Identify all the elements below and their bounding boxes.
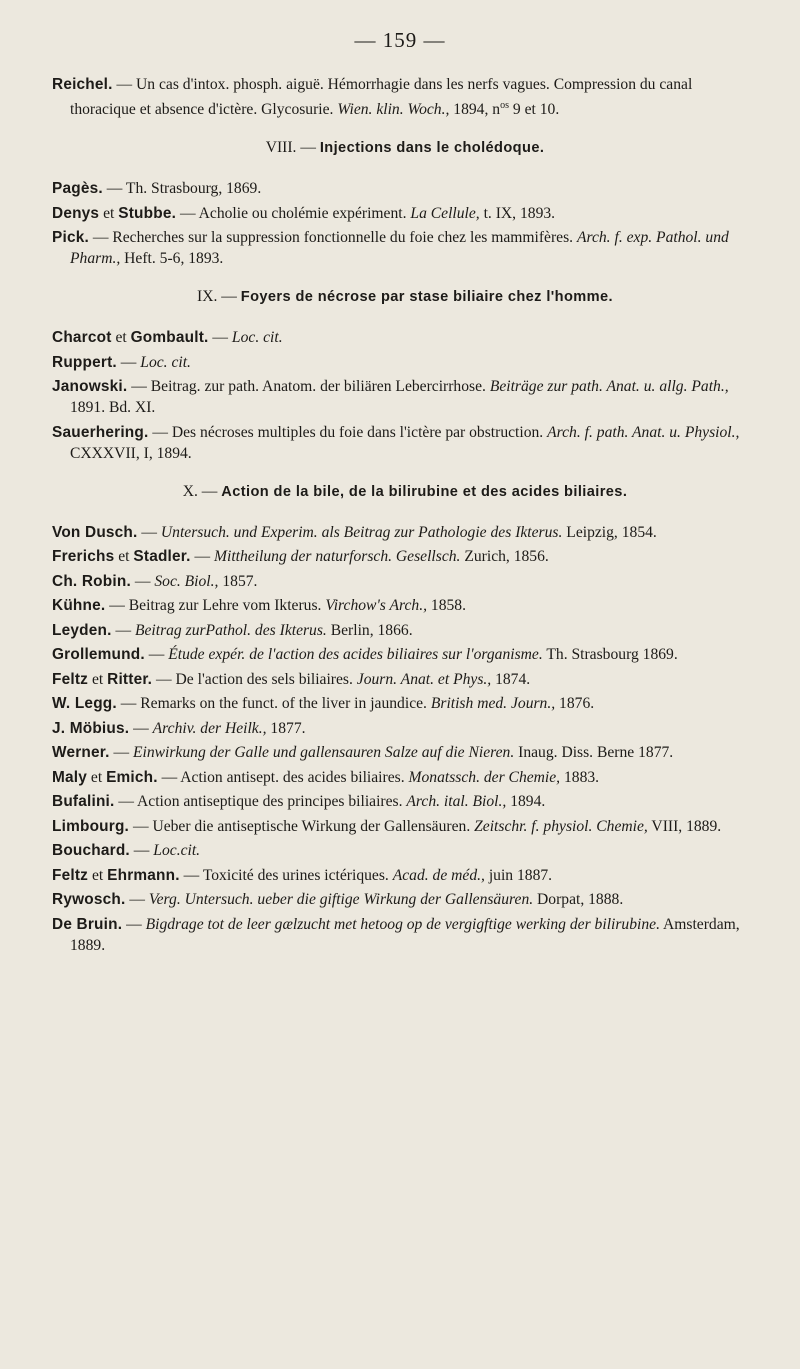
- entry-journal-title: Loc. cit.: [231, 329, 283, 347]
- entry-text: — Des nécroses multiples du foie dans l'ictère par obstruction.: [148, 423, 548, 441]
- entry-journal-title: Beitrag zurPathol. des Ikterus.: [134, 621, 327, 639]
- entry-coauthor: Emich.: [106, 768, 158, 786]
- entry-text: —: [208, 329, 232, 347]
- entry-coauthor: Stadler.: [133, 548, 191, 566]
- entry-text: t. IX, 1893.: [479, 204, 556, 222]
- entry-author: Grollemund.: [52, 646, 145, 664]
- bibliography-entry: [52, 227, 758, 269]
- entry-text: — Beitrag. zur path. Anatom. der biliären Lebercirrhose.: [127, 378, 490, 396]
- entry-author-joiner: et: [99, 204, 119, 222]
- entry-text: — Recherches sur la suppression fonctionnelle du foie chez les mammifères.: [88, 229, 577, 247]
- entry-text: — Action antisept. des acides biliaires.: [157, 768, 409, 786]
- entry-author: Frerichs: [52, 548, 115, 566]
- section-number: VIII. —: [265, 139, 320, 157]
- entry-author: J. Möbius.: [52, 719, 130, 737]
- entry-journal-title: Verg. Untersuch. ueber die giftige Wirkung der Gallensäuren.: [148, 891, 534, 909]
- entry-author-joiner: et: [88, 866, 108, 884]
- entry-journal-title: Soc. Biol.,: [154, 572, 219, 590]
- entry-journal-title: Mittheilung der naturforsch. Gesellsch.: [214, 548, 461, 566]
- page-number: — 159 —: [354, 28, 446, 52]
- bibliography-entry: [52, 178, 758, 199]
- bibliography-entry: [52, 352, 758, 373]
- entry-journal-title: British med. Journ.,: [430, 695, 556, 713]
- section-title: Foyers de nécrose par stase biliaire chez l'homme.: [240, 289, 613, 306]
- bibliography-entry: [52, 74, 758, 120]
- bibliography-entry: [52, 840, 758, 861]
- entry-author-joiner: et: [88, 670, 108, 688]
- entry-journal-title: Wien. klin. Woch.,: [337, 101, 450, 119]
- entry-text: —: [109, 744, 133, 762]
- entry-text: 1858.: [427, 597, 466, 615]
- entry-text: —: [125, 891, 149, 909]
- bibliography-entry: [52, 644, 758, 665]
- section-number: IX. —: [197, 288, 241, 306]
- entry-text: —: [190, 548, 214, 566]
- entry-text: — Th. Strasbourg, 1869.: [102, 180, 262, 198]
- bibliography-entry: [52, 546, 758, 567]
- bibliography-entry: [52, 571, 758, 592]
- entry-author: W. Legg.: [52, 695, 117, 713]
- entry-coauthor: Ritter.: [107, 670, 153, 688]
- entry-author: Pagès.: [52, 180, 103, 198]
- entry-text: — Ueber die antiseptische Wirkung der Gallensäuren.: [129, 817, 475, 835]
- entry-author: Janowski.: [52, 378, 128, 396]
- entry-text: Zurich, 1856.: [460, 548, 549, 566]
- entry-author: De Bruin.: [52, 915, 123, 933]
- entry-text: Dorpat, 1888.: [533, 891, 624, 909]
- entry-author: Maly: [52, 768, 88, 786]
- entry-journal-title: Arch. ital. Biol.,: [406, 793, 507, 811]
- entry-text: — Action antiseptique des principes biliaires.: [114, 793, 407, 811]
- entry-author: Ruppert.: [52, 353, 117, 371]
- entry-author: Kühne.: [52, 597, 106, 615]
- entry-author: Limbourg.: [52, 817, 130, 835]
- entry-text: 1876.: [555, 695, 595, 713]
- bibliography-entry: [52, 376, 758, 418]
- entry-text: —: [116, 353, 141, 371]
- entry-text: — Toxicité des urines ictériques.: [179, 866, 393, 884]
- entry-text: —: [129, 842, 154, 860]
- bibliography-entry: [52, 595, 758, 616]
- entry-text: — Un cas d'intox. phosph. aiguë. Hémorrhagie dans les nerfs vagues. Compression du canal thoracique et absence d'ictère. Glycosurie.: [70, 76, 693, 119]
- entry-text: Th. Strasbourg 1869.: [542, 646, 678, 664]
- entry-text: 1891. Bd. XI.: [70, 399, 156, 417]
- entry-text: 1874.: [491, 670, 531, 688]
- entry-author: Leyden.: [52, 621, 112, 639]
- bibliography-entry: [52, 522, 758, 543]
- entry-text: Inaug. Diss. Berne 1877.: [514, 744, 674, 762]
- entry-journal-title: Zeitschr. f. physiol. Chemie,: [474, 817, 648, 835]
- entry-journal-title: Journ. Anat. et Phys.,: [356, 670, 492, 688]
- entry-author: Feltz: [52, 670, 89, 688]
- entry-text: Berlin, 1866.: [326, 621, 413, 639]
- entry-journal-title: Monatssch. der Chemie,: [408, 768, 561, 786]
- bibliography-entry: [52, 718, 758, 739]
- entry-text: CXXXVII, I, 1894.: [70, 444, 192, 462]
- entry-journal-title: Untersuch. und Experim. als Beitrag zur Pathologie des Ikterus.: [160, 523, 563, 541]
- entry-journal-title: Arch. f. path. Anat. u. Physiol.,: [547, 423, 740, 441]
- bibliography-entry: [52, 620, 758, 641]
- entry-journal-title: Bigdrage tot de leer gælzucht met hetoog op de vergigftige werking der bilirubine.: [145, 915, 660, 933]
- entry-coauthor: Gombault.: [130, 329, 209, 347]
- bibliography-content: [52, 74, 758, 956]
- bibliography-entry: [52, 693, 758, 714]
- bibliography-entry: [52, 816, 758, 837]
- section-heading: [52, 288, 758, 306]
- entry-text: juin 1887.: [484, 866, 553, 884]
- bibliography-entry: [52, 327, 758, 348]
- entry-text: —: [130, 572, 155, 590]
- entry-journal-title: La Cellule,: [410, 204, 480, 222]
- entry-journal-title: Loc. cit.: [140, 353, 191, 371]
- entry-text: 1883.: [560, 768, 600, 786]
- bibliography-entry: [52, 914, 758, 956]
- bibliography-entry: [52, 767, 758, 788]
- entry-text: 1894.: [506, 793, 546, 811]
- entry-text: — Remarks on the funct. of the liver in jaundice.: [116, 695, 431, 713]
- bibliography-entry: [52, 889, 758, 910]
- entry-coauthor: Stubbe.: [118, 204, 177, 222]
- entry-author: Denys: [52, 204, 100, 222]
- entry-author: Bufalini.: [52, 793, 115, 811]
- entry-author-joiner: et: [114, 548, 134, 566]
- bibliography-entry: [52, 669, 758, 690]
- entry-text: —: [129, 719, 153, 737]
- entry-text: 1877.: [266, 719, 306, 737]
- entry-author: Reichel.: [52, 76, 113, 93]
- entry-superscript: os: [500, 100, 509, 111]
- entry-journal-title: Étude expér. de l'action des acides biliaires sur l'organisme.: [168, 646, 543, 664]
- entry-text: —: [111, 621, 135, 639]
- bibliography-entry: [52, 865, 758, 886]
- section-title: Injections dans le cholédoque.: [319, 140, 545, 157]
- entry-author: Rywosch.: [52, 891, 126, 909]
- entry-text: — Beitrag zur Lehre vom Ikterus.: [105, 597, 326, 615]
- entry-author-joiner: et: [87, 768, 107, 786]
- entry-author: Von Dusch.: [52, 523, 138, 541]
- bibliography-entry: [52, 791, 758, 812]
- entry-text: 1894, n: [449, 101, 501, 119]
- entry-text: —: [122, 915, 146, 933]
- entry-journal-title: Arch. f. exp. Pathol. und Pharm.,: [70, 229, 729, 268]
- entry-author: Ch. Robin.: [52, 572, 131, 590]
- entry-text: Amsterdam, 1889.: [70, 915, 740, 954]
- entry-text: — De l'action des sels biliaires.: [152, 670, 357, 688]
- entry-text: 1857.: [218, 572, 258, 590]
- entry-journal-title: Einwirkung der Galle und gallensauren Salze auf die Nieren.: [132, 744, 515, 762]
- bibliography-entry: [52, 203, 758, 224]
- entry-text: VIII, 1889.: [647, 817, 722, 835]
- entry-author: Feltz: [52, 866, 89, 884]
- bibliography-entry: [52, 742, 758, 763]
- entry-author: Bouchard.: [52, 842, 130, 860]
- entry-text: —: [137, 523, 161, 541]
- entry-journal-title: Acad. de méd.,: [392, 866, 485, 884]
- entry-author: Werner.: [52, 744, 110, 762]
- entry-author-joiner: et: [111, 329, 131, 347]
- entry-text: 9 et 10.: [508, 101, 560, 119]
- entry-author: Sauerhering.: [52, 423, 149, 441]
- entry-author: Pick.: [52, 229, 89, 247]
- entry-text: —: [144, 646, 169, 664]
- entry-journal-title: Archiv. der Heilk.,: [152, 719, 267, 737]
- entry-text: — Acholie ou cholémie expériment.: [176, 204, 411, 222]
- section-heading: [52, 139, 758, 157]
- entry-journal-title: Beiträge zur path. Anat. u. allg. Path.,: [489, 378, 729, 396]
- bibliography-entry: [52, 422, 758, 464]
- entry-journal-title: Virchow's Arch.,: [325, 597, 427, 615]
- entry-text: Heft. 5-6, 1893.: [120, 250, 224, 268]
- entry-coauthor: Ehrmann.: [107, 866, 180, 884]
- section-heading: [52, 483, 758, 501]
- entry-text: Leipzig, 1854.: [562, 523, 657, 541]
- section-number: X. —: [182, 482, 222, 500]
- section-title: Action de la bile, de la bilirubine et des acides biliaires.: [221, 483, 628, 500]
- entry-journal-title: Loc.cit.: [153, 842, 201, 860]
- entry-author: Charcot: [52, 329, 112, 347]
